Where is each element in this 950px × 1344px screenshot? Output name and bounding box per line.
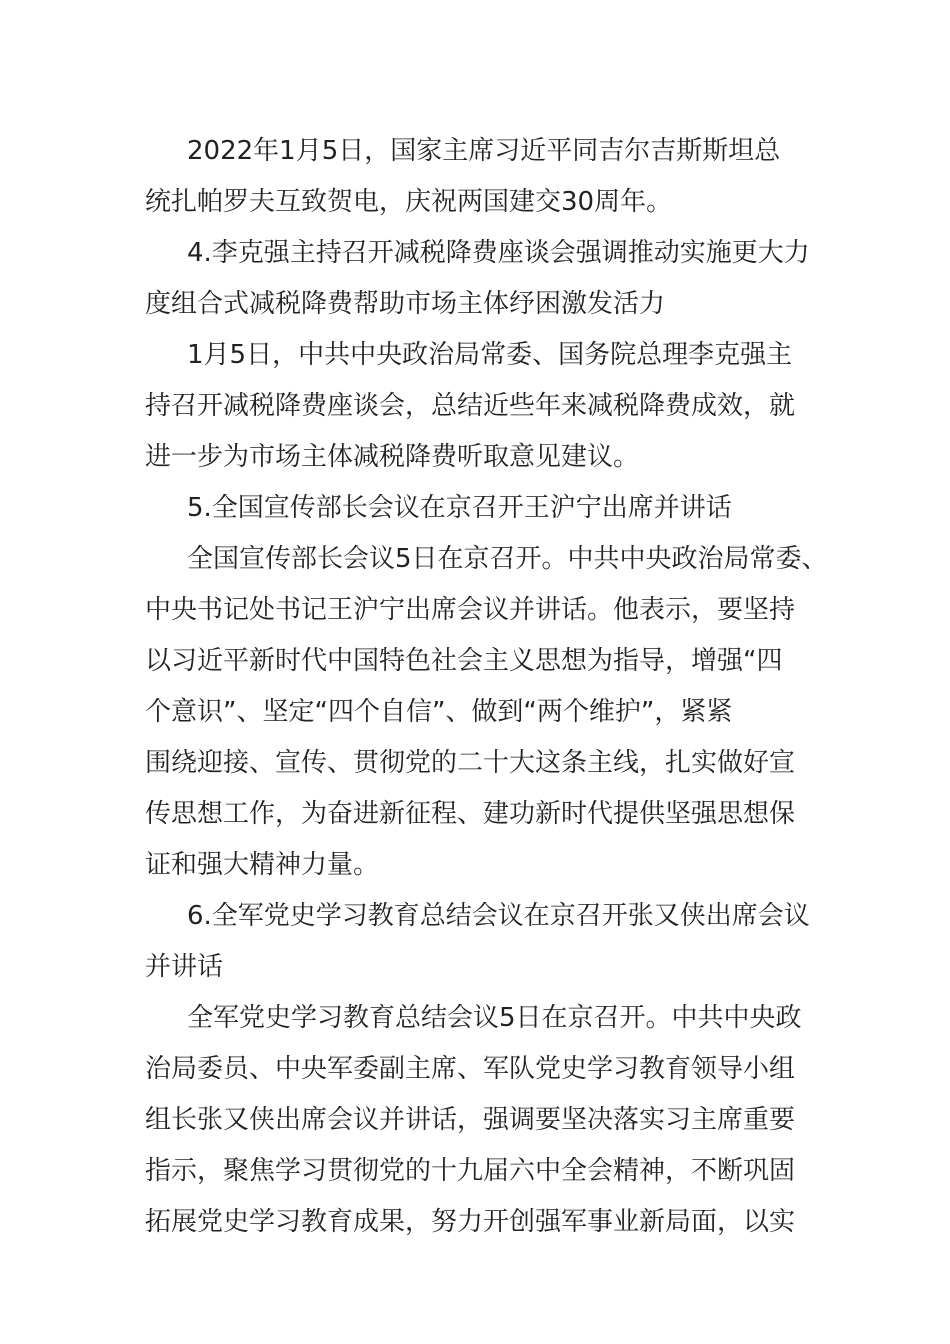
- text-line: 以习近平新时代中国特色社会主义思想为指导，增强“四: [145, 646, 783, 676]
- text-line: 指示，聚焦学习贯彻党的十九届六中全会精神，不断巩固: [145, 1156, 796, 1186]
- text-line: 组长张又侠出席会议并讲话，强调要坚决落实习主席重要: [145, 1105, 796, 1135]
- text-line: 证和强大精神力量。: [145, 850, 380, 880]
- paragraph-tax-meeting: [145, 330, 815, 483]
- heading-line: 6.全军党史学习教育总结会议在京召开张又侠出席会议: [187, 901, 810, 931]
- text-line: 中央书记处书记王沪宁出席会议并讲话。他表示，要坚持: [145, 595, 796, 625]
- heading-line: 4.李克强主持召开减税降费座谈会强调推动实施更大力: [187, 238, 810, 268]
- text-line: 个意识”、坚定“四个自信”、做到“两个维护”，紧紧: [145, 697, 733, 727]
- paragraph-military-meeting: [145, 993, 815, 1248]
- document-body: [145, 126, 828, 1248]
- heading-line: 度组合式减税降费帮助市场主体纾困激发活力: [145, 289, 666, 319]
- text-line: 围绕迎接、宣传、贯彻党的二十大这条主线，扎实做好宣: [145, 748, 796, 778]
- text-line: 统扎帕罗夫互致贺电，庆祝两国建交30周年。: [145, 187, 673, 217]
- text-line: 进一步为市场主体减税降费听取意见建议。: [145, 442, 640, 472]
- text-line: 1月5日，中共中央政治局常委、国务院总理李克强主: [187, 340, 793, 370]
- text-line: 全国宣传部长会议5日在京召开。中共中央政治局常委、: [187, 544, 828, 574]
- text-line: 全军党史学习教育总结会议5日在京召开。中共中央政: [187, 1003, 802, 1033]
- text-line: 拓展党史学习教育成果，努力开创强军事业新局面，以实: [145, 1207, 796, 1237]
- paragraph-propaganda-meeting: [145, 534, 828, 891]
- heading-item-5: [145, 483, 815, 534]
- paragraph-congratulations: [145, 126, 815, 228]
- text-line: 传思想工作，为奋进新征程、建功新时代提供坚强思想保: [145, 799, 796, 829]
- text-line: 持召开减税降费座谈会，总结近些年来减税降费成效，就: [145, 391, 796, 421]
- heading-line: 5.全国宣传部长会议在京召开王沪宁出席并讲话: [187, 493, 732, 523]
- heading-item-4: [145, 228, 815, 330]
- text-line: 2022年1月5日，国家主席习近平同吉尔吉斯斯坦总: [187, 136, 781, 166]
- heading-line: 并讲话: [145, 952, 224, 982]
- heading-item-6: [145, 891, 815, 993]
- text-line: 治局委员、中央军委副主席、军队党史学习教育领导小组: [145, 1054, 796, 1084]
